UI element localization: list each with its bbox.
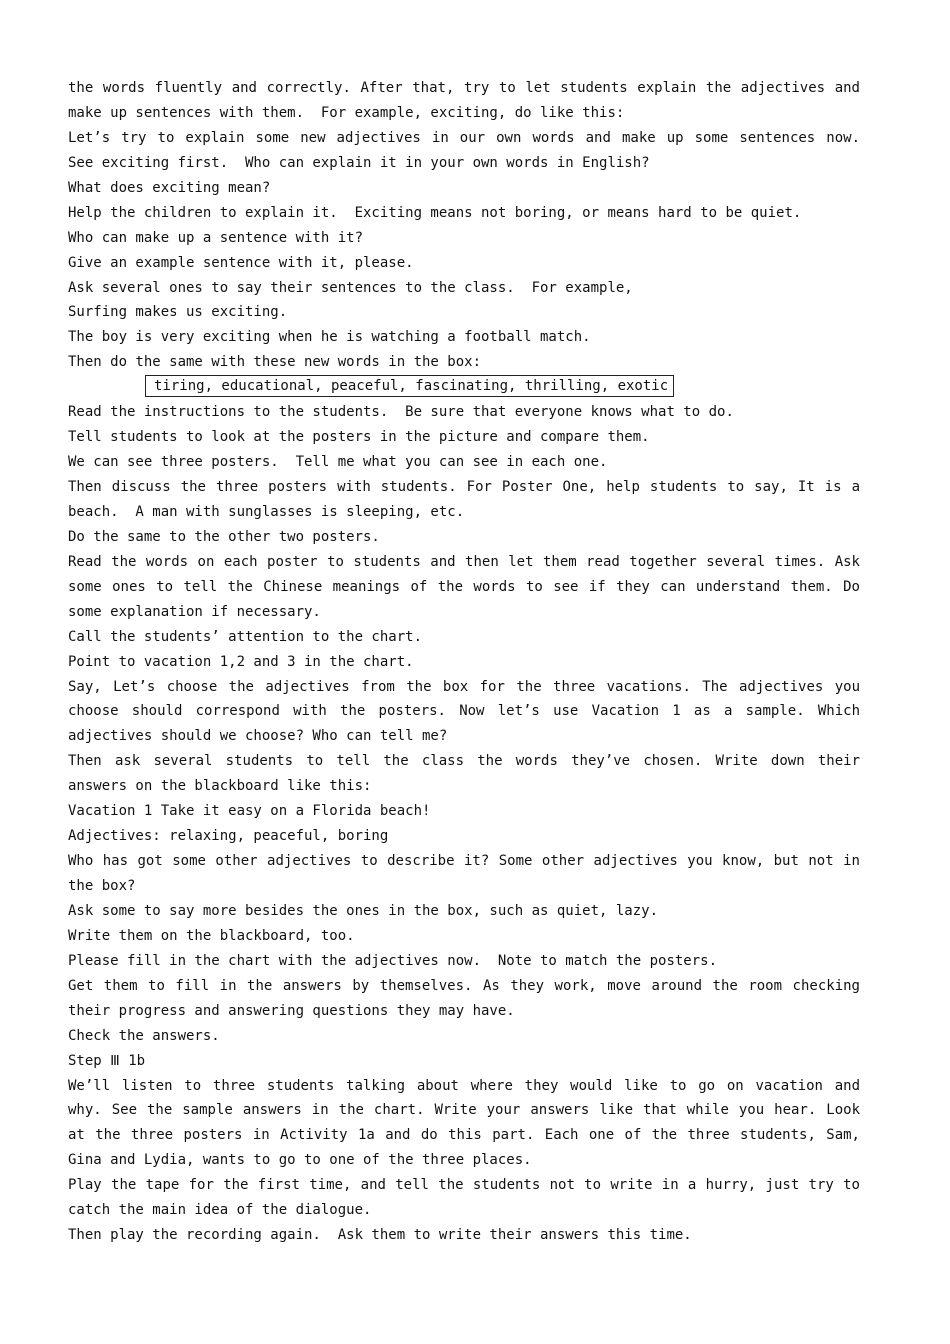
- text-line: Give an example sentence with it, please.: [68, 254, 414, 271]
- text-line: the words fluently and correctly. After that, try to let students explain the adjectives and: [68, 80, 860, 96]
- text-line: What does exciting mean?: [68, 179, 271, 196]
- word-box-row: [68, 375, 860, 400]
- text-line: catch the main idea of the dialogue.: [68, 1202, 372, 1219]
- text-line: Ask several ones to say their sentences to the class. For example,: [68, 279, 633, 296]
- text-line: Then do the same with these new words in the box:: [68, 354, 482, 371]
- text-line: We’ll listen to three students talking about where they would like to go on vacation and: [68, 1077, 860, 1094]
- text-block-instructions: [68, 400, 860, 1248]
- text-line: Check the answers.: [68, 1027, 220, 1044]
- text-line: Read the words on each poster to students and then let them read together several times. Ask: [68, 553, 860, 570]
- text-line: Let’s try to explain some new adjectives in our own words and make up some sentences now.: [68, 129, 860, 146]
- text-line: Play the tape for the first time, and tell the students not to write in a hurry, just try to: [68, 1177, 860, 1194]
- text-line: adjectives should we choose? Who can tell me?: [68, 728, 448, 745]
- text-line: Please fill in the chart with the adjectives now. Note to match the posters.: [68, 952, 718, 969]
- text-line: Ask some to say more besides the ones in the box, such as quiet, lazy.: [68, 902, 659, 919]
- text-line: Then discuss the three posters with students. For Poster One, help students to say, It is a: [68, 479, 860, 495]
- text-line: We can see three posters. Tell me what you can see in each one.: [68, 454, 608, 471]
- text-block-intro: [68, 76, 860, 375]
- text-line: Get them to fill in the answers by themselves. As they work, move around the room checking: [68, 977, 860, 994]
- text-line: Gina and Lydia, wants to go to one of the three places.: [68, 1152, 532, 1169]
- text-line: Help the children to explain it. Exciting means not boring, or means hard to be quiet.: [68, 204, 802, 221]
- text-line: Point to vacation 1,2 and 3 in the chart.: [68, 653, 414, 670]
- text-line: See exciting first. Who can explain it in your own words in English?: [68, 154, 650, 171]
- text-line: Read the instructions to the students. Be sure that everyone knows what to do.: [68, 404, 734, 421]
- text-line: Surfing makes us exciting.: [68, 304, 288, 321]
- text-line: Step Ⅲ 1b: [68, 1052, 146, 1069]
- text-line: some ones to tell the Chinese meanings of the words to see if they can understand them. Do: [68, 578, 860, 595]
- document-page: [68, 76, 860, 1248]
- text-line: their progress and answering questions they may have.: [68, 1002, 515, 1019]
- text-line: Tell students to look at the posters in the picture and compare them.: [68, 429, 650, 446]
- text-line: Then ask several students to tell the class the words they’ve chosen. Write down their: [68, 753, 860, 770]
- text-line: the box?: [68, 878, 136, 894]
- text-line: Say, Let’s choose the adjectives from the box for the three vacations. The adjectives you: [68, 678, 860, 695]
- text-line: Vacation 1 Take it easy on a Florida beach!: [68, 803, 431, 820]
- text-line: The boy is very exciting when he is watching a football match.: [68, 329, 591, 346]
- text-line: some explanation if necessary.: [68, 603, 321, 620]
- text-line: Then play the recording again. Ask them to write their answers this time.: [68, 1227, 692, 1244]
- text-line: Who can make up a sentence with it?: [68, 229, 364, 246]
- vocabulary-word-box: tiring, educational, peaceful, fascinating, thrilling, exotic: [145, 375, 674, 397]
- text-line: Write them on the blackboard, too.: [68, 927, 355, 944]
- text-line: at the three posters in Activity 1a and do this part. Each one of the three students, Sam,: [68, 1127, 860, 1144]
- text-line: make up sentences with them. For example, exciting, do like this:: [68, 104, 625, 121]
- text-line: Call the students’ attention to the chart.: [68, 628, 423, 645]
- text-line: Who has got some other adjectives to describe it? Some other adjectives you know, but not in: [68, 853, 860, 870]
- text-line: why. See the sample answers in the chart. Write your answers like that while you hear. Look: [68, 1102, 860, 1119]
- text-line: beach. A man with sunglasses is sleeping, etc.: [68, 503, 465, 520]
- text-line: choose should correspond with the posters. Now let’s use Vacation 1 as a sample. Which: [68, 703, 860, 720]
- text-line: Adjectives: relaxing, peaceful, boring: [68, 828, 389, 845]
- text-line: Do the same to the other two posters.: [68, 528, 380, 545]
- text-line: answers on the blackboard like this:: [68, 778, 372, 795]
